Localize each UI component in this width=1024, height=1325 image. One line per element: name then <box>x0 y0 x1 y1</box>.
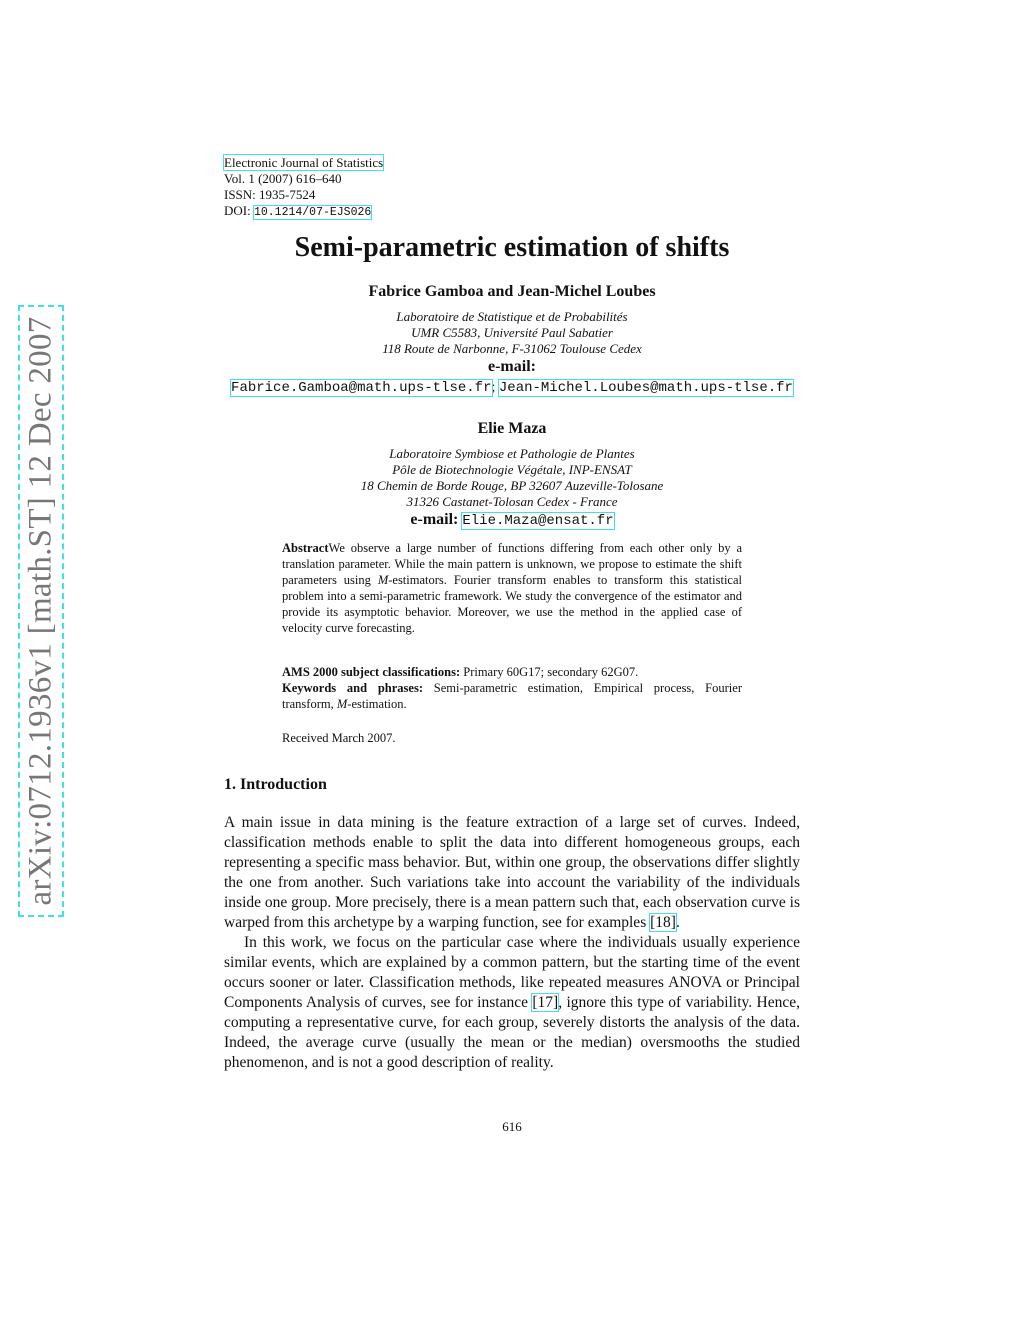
paragraph <box>224 813 800 933</box>
email-heading: e-mail: <box>488 358 536 375</box>
citation-link-17[interactable]: [17] <box>532 994 559 1011</box>
email-link-maza[interactable]: Elie.Maza@ensat.fr <box>462 513 614 529</box>
affiliation-line: Laboratoire de Statistique et de Probabilités <box>396 309 628 324</box>
affiliation-line: Pôle de Biotechnologie Végétale, INP-ENSAT <box>392 462 632 477</box>
journal-doi <box>224 203 383 221</box>
abstract-text-cont: -estimators. Fourier transform enables to transform this statistical problem into a semi-parametric framework. We study the convergence of the estimator and provide its asymptotic behavior. Moreover, we use the method in the applied case of velocity curve forecasting. <box>282 573 742 635</box>
arxiv-identifier[interactable]: arXiv:0712.1936v1 [math.ST] 12 Dec 2007 <box>22 316 59 906</box>
abstract-label: Abstract <box>282 541 329 555</box>
author-secondary: Elie Maza <box>477 420 547 437</box>
paragraph <box>224 933 800 1073</box>
body-text <box>224 813 800 1073</box>
paper-title: Semi-parametric estimation of shifts <box>294 232 730 263</box>
abstract <box>282 540 742 636</box>
classifications <box>282 664 742 712</box>
affiliation-secondary <box>0 446 1024 510</box>
doi-link[interactable]: 10.1214/07-EJS026 <box>253 206 372 219</box>
email-separator: ; <box>491 380 496 395</box>
authors-primary: Fabrice Gamboa and Jean-Michel Loubes <box>368 283 656 300</box>
page-number: 616 <box>502 1119 522 1134</box>
keywords-text: Semi-parametric estimation, Empirical process, Fourier transform, <box>282 681 742 711</box>
journal-issn: ISSN: 1935-7524 <box>224 187 316 202</box>
math-m: M <box>336 697 348 711</box>
affiliation-line: 31326 Castanet-Tolosan Cedex - France <box>406 494 618 509</box>
math-m: M <box>377 573 389 587</box>
keywords <box>282 680 742 712</box>
section-heading: 1. Introduction <box>224 776 327 793</box>
citation-link-18[interactable]: [18] <box>650 914 676 931</box>
ams-text: Primary 60G17; secondary 62G07. <box>460 665 639 679</box>
doi-label: DOI: <box>224 203 254 218</box>
email-secondary-line <box>0 511 1024 529</box>
paragraph-end: . <box>675 914 680 931</box>
received-date: Received March 2007. <box>282 731 396 745</box>
ams-classification <box>282 664 742 680</box>
affiliation-line: 118 Route de Narbonne, F-31062 Toulouse Cedex <box>382 341 642 356</box>
ams-label: AMS 2000 subject classifications: <box>282 665 461 679</box>
email-label: e-mail: <box>410 511 463 528</box>
email-link-gamboa[interactable]: Fabrice.Gamboa@math.ups-tlse.fr <box>231 380 492 396</box>
abstract-text: We observe a large number of functions differing from each other only by a translation parameter. While the main pattern is unknown, we propose to estimate the shift parameters using <box>282 541 742 587</box>
paragraph-text: In this work, we focus on the particular case where the individuals usually experience similar events, which are explained by a common pattern, but the starting time of the event occurs sooner or later. Classification methods, like repeated measures ANOVA or Principal Components Analysis of curves, see for instance <box>224 934 800 1011</box>
email-link-loubes[interactable]: Jean-Michel.Loubes@math.ups-tlse.fr <box>498 380 793 396</box>
paragraph-text: A main issue in data mining is the feature extraction of a large set of curves. Indeed, classification methods enable to split the data into different homogeneous groups, each representing a specific mass behavior. But, within one group, the observations differ slightly the one from another. Such variations take into account the variability of the individuals inside one group. More precisely, there is a mean pattern such that, each observation curve is warped from this archetype by a warping function, see for examples <box>224 814 800 931</box>
affiliation-line: UMR C5583, Université Paul Sabatier <box>411 325 613 340</box>
affiliation-line: Laboratoire Symbiose et Pathologie de Plantes <box>389 446 635 461</box>
affiliation-primary <box>0 309 1024 357</box>
emails-primary <box>0 380 1024 396</box>
journal-volume: Vol. 1 (2007) 616–640 <box>224 171 342 186</box>
keywords-label: Keywords and phrases: <box>282 681 423 695</box>
paragraph-text-cont: , ignore this type of variability. Hence, computing a representative curve, for each group, severely distorts the analysis of the data. Indeed, the average curve (usually the mean or the median) oversmooths the studied phenomenon, and is not a good description of reality. <box>224 994 800 1071</box>
keywords-text-cont: -estimation. <box>347 697 407 711</box>
journal-name-link[interactable]: Electronic Journal of Statistics <box>224 155 384 170</box>
journal-header <box>224 155 383 221</box>
affiliation-line: 18 Chemin de Borde Rouge, BP 32607 Auzeville-Tolosane <box>360 478 664 493</box>
